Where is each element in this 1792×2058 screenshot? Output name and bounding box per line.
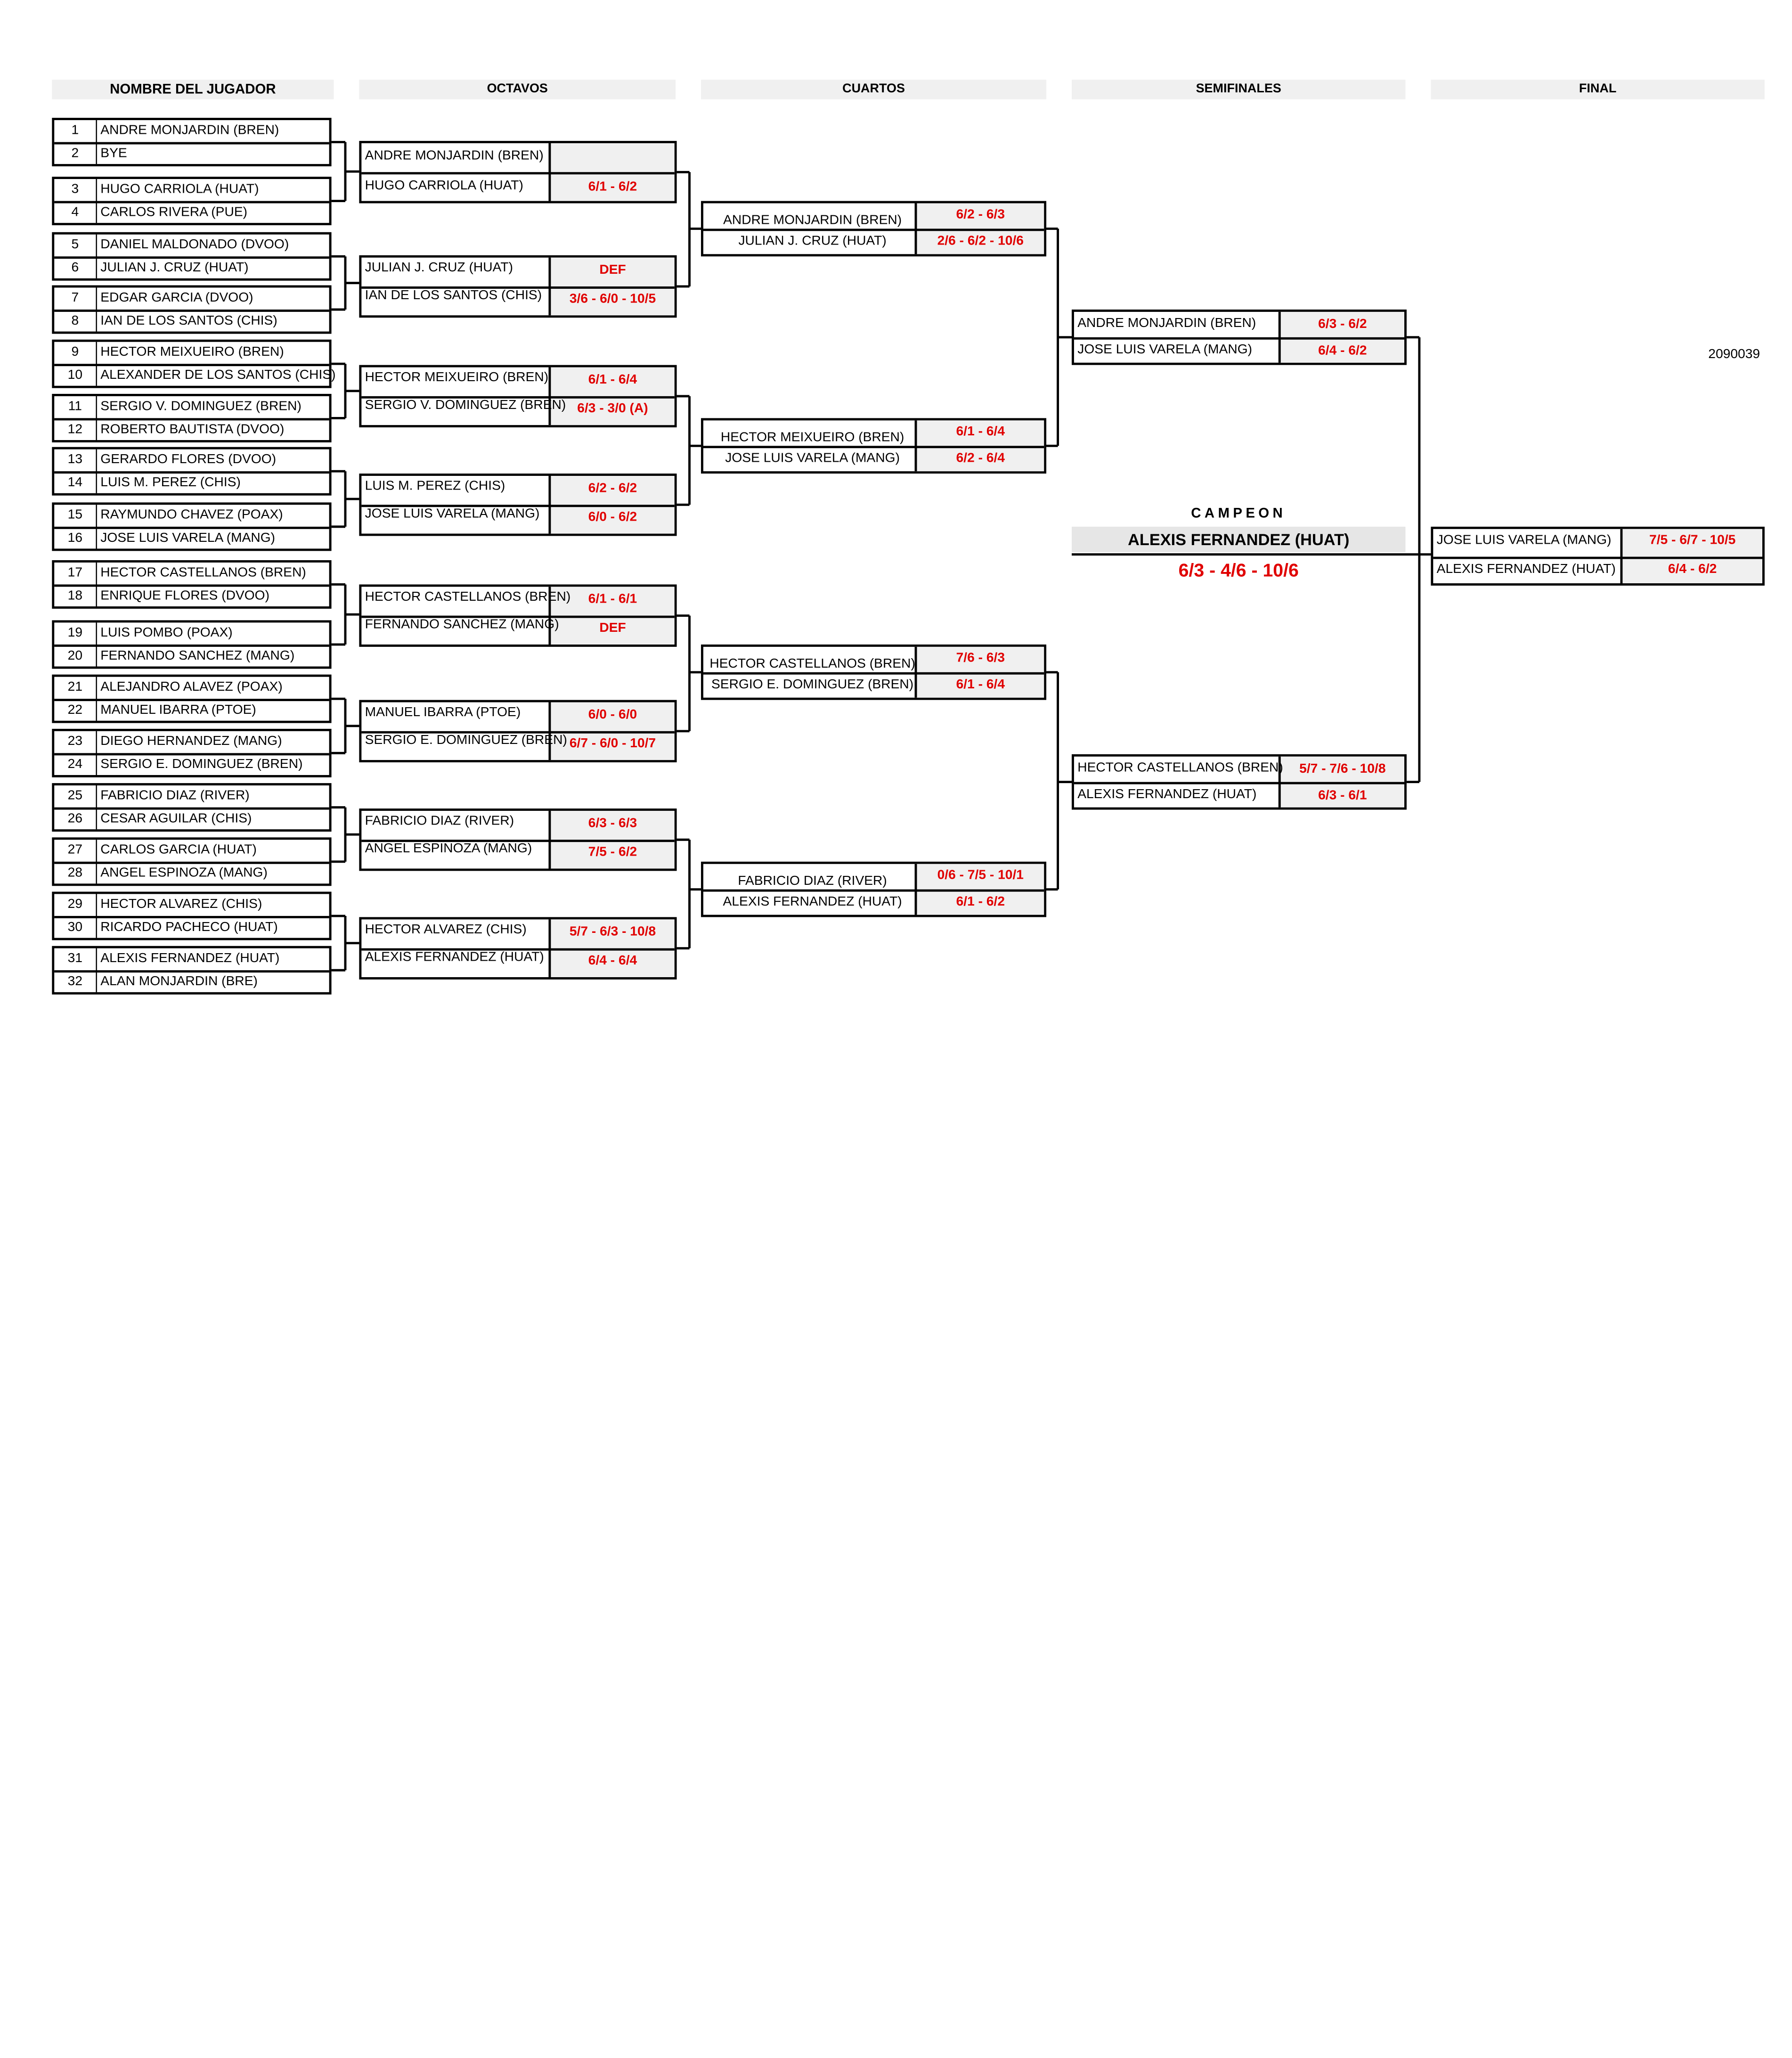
match-player: LUIS M. PEREZ (CHIS) (365, 479, 505, 493)
match-player: FABRICIO DIAZ (RIVER) (365, 814, 514, 828)
header-octavos: OCTAVOS (359, 80, 676, 99)
player-name: LUIS M. PEREZ (CHIS) (100, 476, 241, 490)
match-score: 6/0 - 6/0 (588, 708, 637, 722)
match-score: 7/5 - 6/2 (588, 845, 637, 859)
seed-number: 2 (71, 147, 79, 161)
player-name: SERGIO V. DOMINGUEZ (BREN) (100, 400, 301, 414)
seed-number: 17 (67, 566, 83, 580)
player-name: ANGEL ESPINOZA (MANG) (100, 866, 268, 881)
match-score: 6/1 - 6/4 (588, 373, 637, 387)
match-score: 0/6 - 7/5 - 10/1 (937, 868, 1024, 882)
player-name: HECTOR ALVAREZ (CHIS) (100, 897, 262, 912)
match-player: HUGO CARRIOLA (HUAT) (365, 179, 523, 193)
player-name: SERGIO E. DOMINGUEZ (BREN) (100, 758, 303, 772)
match-player: HECTOR CASTELLANOS (BREN) (709, 657, 915, 671)
match-player: JOSE LUIS VARELA (MANG) (725, 451, 900, 466)
seed-number: 15 (67, 508, 83, 523)
match-player: SERGIO E. DOMINGUEZ (BREN) (711, 678, 914, 692)
seed-number: 23 (67, 735, 83, 749)
seed-number: 10 (67, 368, 83, 383)
match-player: JOSE LUIS VARELA (MANG) (1436, 533, 1612, 548)
player-name: CARLOS RIVERA (PUE) (100, 205, 248, 220)
seed-number: 20 (67, 649, 83, 663)
match-player: JULIAN J. CRUZ (HUAT) (738, 234, 887, 249)
seed-number: 19 (67, 626, 83, 640)
header-final: FINAL (1431, 80, 1764, 99)
match-score: 7/5 - 6/7 - 10/5 (1649, 533, 1736, 548)
header-cuartos: CUARTOS (701, 80, 1046, 99)
champion-score: 6/3 - 4/6 - 10/6 (1178, 561, 1299, 581)
match-score: 6/1 - 6/2 (956, 895, 1005, 909)
seed-number: 32 (67, 975, 83, 989)
match-player: ANGEL ESPINOZA (MANG) (365, 842, 532, 856)
match-player: ALEXIS FERNANDEZ (HUAT) (365, 950, 544, 965)
seed-number: 3 (71, 182, 79, 196)
match-player: HECTOR ALVAREZ (CHIS) (365, 923, 527, 937)
match-player: ALEXIS FERNANDEZ (HUAT) (723, 895, 902, 909)
player-name: HUGO CARRIOLA (HUAT) (100, 182, 259, 196)
player-name: ALAN MONJARDIN (BRE) (100, 975, 258, 989)
champion-name: ALEXIS FERNANDEZ (HUAT) (1072, 527, 1405, 552)
match-player: MANUEL IBARRA (PTOE) (365, 705, 521, 720)
player-name: DIEGO HERNANDEZ (MANG) (100, 735, 282, 749)
player-name: ANDRE MONJARDIN (BREN) (100, 123, 279, 138)
match-player: HECTOR CASTELLANOS (BREN) (1077, 761, 1283, 775)
match-player: JULIAN J. CRUZ (HUAT) (365, 261, 513, 275)
match-score: 7/6 - 6/3 (956, 651, 1005, 666)
seed-number: 7 (71, 291, 79, 305)
seed-number: 9 (71, 345, 79, 359)
match-player: JOSE LUIS VARELA (MANG) (365, 507, 540, 521)
seed-number: 25 (67, 789, 83, 803)
player-name: JOSE LUIS VARELA (MANG) (100, 531, 276, 546)
seed-number: 4 (71, 205, 79, 220)
player-name: GERARDO FLORES (DVOO) (100, 452, 277, 467)
seed-number: 31 (67, 952, 83, 966)
match-player: FABRICIO DIAZ (RIVER) (738, 874, 887, 889)
match-score: 6/2 - 6/4 (956, 451, 1005, 466)
match-score: 6/1 - 6/2 (588, 180, 637, 194)
player-name: DANIEL MALDONADO (DVOO) (100, 238, 289, 252)
seed-number: 1 (71, 123, 79, 138)
match-score: 6/1 - 6/4 (956, 425, 1005, 439)
player-name: JULIAN J. CRUZ (HUAT) (100, 261, 249, 275)
seed-number: 14 (67, 476, 83, 490)
match-player: SERGIO E. DOMINGUEZ (BREN) (365, 733, 567, 748)
match-score: 6/3 - 6/3 (588, 817, 637, 831)
player-name: HECTOR MEIXUEIRO (BREN) (100, 345, 284, 359)
player-name: BYE (100, 147, 127, 161)
seed-number: 30 (67, 920, 83, 935)
match-score: 6/7 - 6/0 - 10/7 (569, 737, 656, 751)
player-name: CARLOS GARCIA (HUAT) (100, 843, 257, 858)
match-score: 2/6 - 6/2 - 10/6 (937, 234, 1024, 249)
match-player: ALEXIS FERNANDEZ (HUAT) (1077, 787, 1257, 802)
match-score: 6/4 - 6/2 (1668, 562, 1717, 577)
seed-number: 13 (67, 452, 83, 467)
seed-number: 5 (71, 238, 79, 252)
match-score: 6/1 - 6/4 (956, 678, 1005, 692)
match-score: 6/1 - 6/1 (588, 592, 637, 607)
seed-number: 24 (67, 758, 83, 772)
match-player: JOSE LUIS VARELA (MANG) (1077, 343, 1253, 357)
player-name: CESAR AGUILAR (CHIS) (100, 812, 252, 826)
match-score: DEF (599, 621, 626, 636)
player-name: ALEXANDER DE LOS SANTOS (CHIS) (100, 368, 336, 383)
seed-number: 11 (68, 400, 82, 414)
match-score: 6/2 - 6/3 (956, 208, 1005, 222)
match-score: 6/4 - 6/4 (588, 954, 637, 968)
match-score: 6/3 - 6/2 (1318, 318, 1367, 332)
player-name: RAYMUNDO CHAVEZ (POAX) (100, 508, 283, 523)
match-player: ANDRE MONJARDIN (BREN) (1077, 316, 1256, 331)
champion-label: CAMPEON (1191, 505, 1287, 521)
seed-number: 26 (67, 812, 83, 826)
player-name: ENRIQUE FLORES (DVOO) (100, 589, 270, 603)
match-player: HECTOR MEIXUEIRO (BREN) (720, 431, 904, 445)
player-name: LUIS POMBO (POAX) (100, 626, 233, 640)
seed-number: 12 (67, 423, 83, 437)
player-name: IAN DE LOS SANTOS (CHIS) (100, 314, 277, 328)
match-player: ANDRE MONJARDIN (BREN) (723, 213, 902, 228)
match-score: 5/7 - 6/3 - 10/8 (569, 925, 656, 939)
match-score: 6/3 - 3/0 (A) (577, 402, 648, 416)
match-player: HECTOR CASTELLANOS (BREN) (365, 590, 571, 604)
match-score: 6/0 - 6/2 (588, 510, 637, 524)
match-player: ANDRE MONJARDIN (BREN) (365, 149, 544, 163)
match-player: ALEXIS FERNANDEZ (HUAT) (1436, 562, 1616, 577)
match-player: HECTOR MEIXUEIRO (BREN) (365, 370, 549, 385)
player-name: ROBERTO BAUTISTA (DVOO) (100, 423, 285, 437)
match-score: 6/3 - 6/1 (1318, 789, 1367, 803)
match-player: SERGIO V. DOMINGUEZ (BREN) (365, 398, 566, 413)
header-semifinales: SEMIFINALES (1072, 80, 1405, 99)
seed-number: 29 (67, 897, 83, 912)
match-score: 5/7 - 7/6 - 10/8 (1299, 762, 1386, 776)
player-name: ALEXIS FERNANDEZ (HUAT) (100, 952, 280, 966)
seed-number: 28 (67, 866, 83, 881)
reference-code: 2090039 (1708, 347, 1760, 362)
player-name: MANUEL IBARRA (PTOE) (100, 703, 256, 718)
champion-underline (1072, 553, 1418, 555)
player-name: HECTOR CASTELLANOS (BREN) (100, 566, 306, 580)
match-player: IAN DE LOS SANTOS (CHIS) (365, 288, 542, 303)
match-score: 6/4 - 6/2 (1318, 344, 1367, 358)
seed-number: 8 (71, 314, 79, 328)
match-score: 3/6 - 6/0 - 10/5 (569, 292, 656, 306)
match-score: DEF (599, 263, 626, 278)
match-player: FERNANDO SANCHEZ (MANG) (365, 618, 559, 632)
seed-number: 21 (67, 680, 83, 694)
seed-number: 16 (67, 531, 83, 546)
seed-number: 18 (67, 589, 83, 603)
seed-number: 6 (71, 261, 79, 275)
player-name: RICARDO PACHECO (HUAT) (100, 920, 278, 935)
header-players: NOMBRE DEL JUGADOR (52, 80, 334, 99)
player-name: FERNANDO SANCHEZ (MANG) (100, 649, 295, 663)
player-name: ALEJANDRO ALAVEZ (POAX) (100, 680, 283, 694)
player-name: FABRICIO DIAZ (RIVER) (100, 789, 250, 803)
player-name: EDGAR GARCIA (DVOO) (100, 291, 253, 305)
match-score: 6/2 - 6/2 (588, 482, 637, 496)
seed-number: 22 (67, 703, 83, 718)
seed-number: 27 (67, 843, 83, 858)
